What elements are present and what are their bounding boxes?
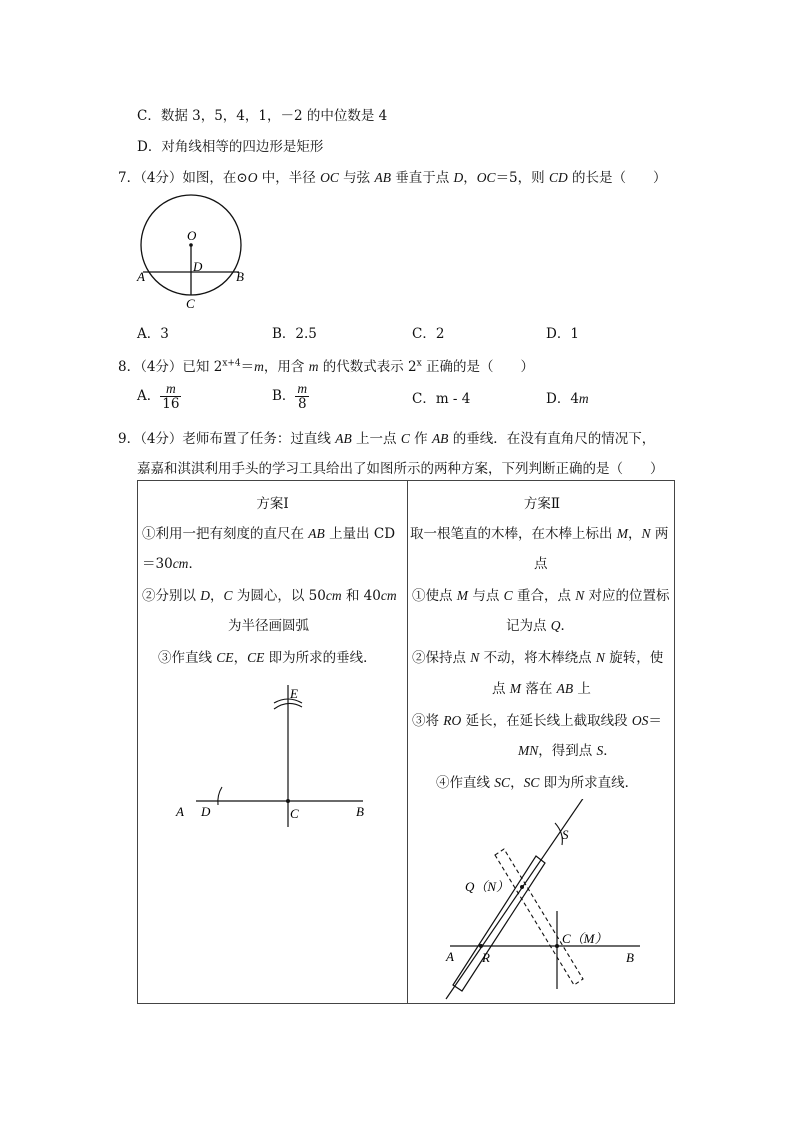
plan-2-step-0b: 点 <box>534 556 548 572</box>
center-point <box>189 243 193 247</box>
plan-2-step-2a: ②保持点 N 不动，将木棒绕点 N 旋转，使 <box>412 650 664 666</box>
label-c: C <box>290 806 299 821</box>
question-7-stem: 7．（4分）如图，在⊙O 中，半径 OC 与弦 AB 垂直于点 D，OC＝5，则 CD 的长是（ ） <box>118 170 667 186</box>
label-b: B <box>356 804 364 819</box>
plan-2-step-3a: ③将 RO 延长，在延长线上截取线段 OS＝ <box>412 713 662 729</box>
plan-2-step-2b: 点 M 落在 AB 上 <box>492 681 591 697</box>
q8-option-c[interactable]: C．m - 4 <box>412 391 471 407</box>
stick-original <box>495 849 583 985</box>
point-c <box>555 944 559 948</box>
q7-option-b[interactable]: B．2.5 <box>272 326 317 342</box>
question-9-stem-line1: 9．（4分）老师布置了任务：过直线 AB 上一点 C 作 AB 的垂线．在没有直角尺的情况下， <box>118 431 656 447</box>
plan-2-step-1b: 记为点 Q． <box>506 618 575 634</box>
plan-2-figure <box>438 799 674 1004</box>
plan-2-step-3b: MN，得到点 S． <box>518 743 617 759</box>
plan-1-step-2a: ②分别以 D，C 为圆心，以 50cm 和 40cm <box>142 588 397 604</box>
question-8-stem: 8．（4分）已知 $2^{x+4}=m$，用含 m 的代数式表示 2$^x$ 正确的是（ ） <box>118 358 534 375</box>
plan-1-step-1a: ①利用一把有刻度的直尺在 AB 上量出 CD <box>142 526 396 542</box>
label-cm: C（M） <box>562 931 608 946</box>
plan-2-title: 方案Ⅱ <box>523 496 561 512</box>
label-s: S <box>562 827 569 842</box>
q8-option-d[interactable]: D．4m <box>546 391 589 407</box>
q8-option-a[interactable]: A． $\frac{m}{16}$ <box>137 381 180 412</box>
question-9-stem-line2: 嘉嘉和淇淇利用手头的学习工具给出了如图所示的两种方案，下列判断正确的是（ ） <box>137 461 664 477</box>
label-a: A <box>446 949 454 964</box>
plan-2-step-0a: 取一根笔直的木棒，在木棒上标出 M，N 两 <box>410 526 669 542</box>
option-d-prev: D．对角线相等的四边形是矩形 <box>137 139 324 155</box>
label-d: D <box>193 259 203 274</box>
label-qn: Q（N） <box>465 879 510 894</box>
option-c-prev: C．数据 3，5，4，1，－2 的中位数是 4 <box>137 108 388 124</box>
plan-1-step-3: ③作直线 CE，CE 即为所求的垂线． <box>158 650 377 666</box>
point-c <box>286 799 290 803</box>
q7-option-a[interactable]: A．3 <box>137 326 169 342</box>
point-q <box>520 885 524 889</box>
plan-2-column <box>408 481 676 1003</box>
label-b: B <box>626 950 634 965</box>
plan-1-step-2b: 为半径画圆弧 <box>228 618 309 634</box>
plans-table <box>137 480 675 1004</box>
plan-1-title: 方案Ⅰ <box>256 496 289 512</box>
label-o: O <box>187 228 197 243</box>
point-r <box>479 944 483 948</box>
q7-option-d[interactable]: D．1 <box>546 326 579 342</box>
q8-option-b[interactable]: B． $\frac{m}{8}$ <box>272 381 308 412</box>
label-a: A <box>137 269 145 284</box>
label-b: B <box>236 269 244 284</box>
plan-2-step-1a: ①使点 M 与点 C 重合，点 N 对应的位置标 <box>412 588 670 604</box>
plan-2-step-4: ④作直线 SC，SC 即为所求直线． <box>436 775 639 791</box>
label-a: A <box>176 804 184 819</box>
label-r: R <box>482 950 490 965</box>
plan-1-step-1b: ＝30cm． <box>142 556 202 572</box>
q7-option-c[interactable]: C．2 <box>412 326 445 342</box>
arc-d <box>218 787 222 805</box>
label-e: E <box>290 686 298 701</box>
label-c: C <box>186 296 195 311</box>
label-d: D <box>201 804 211 819</box>
question-7-figure <box>130 193 260 315</box>
plan-1-column <box>138 481 408 1003</box>
stick-rotated <box>453 856 545 991</box>
plan-1-figure <box>168 677 388 827</box>
